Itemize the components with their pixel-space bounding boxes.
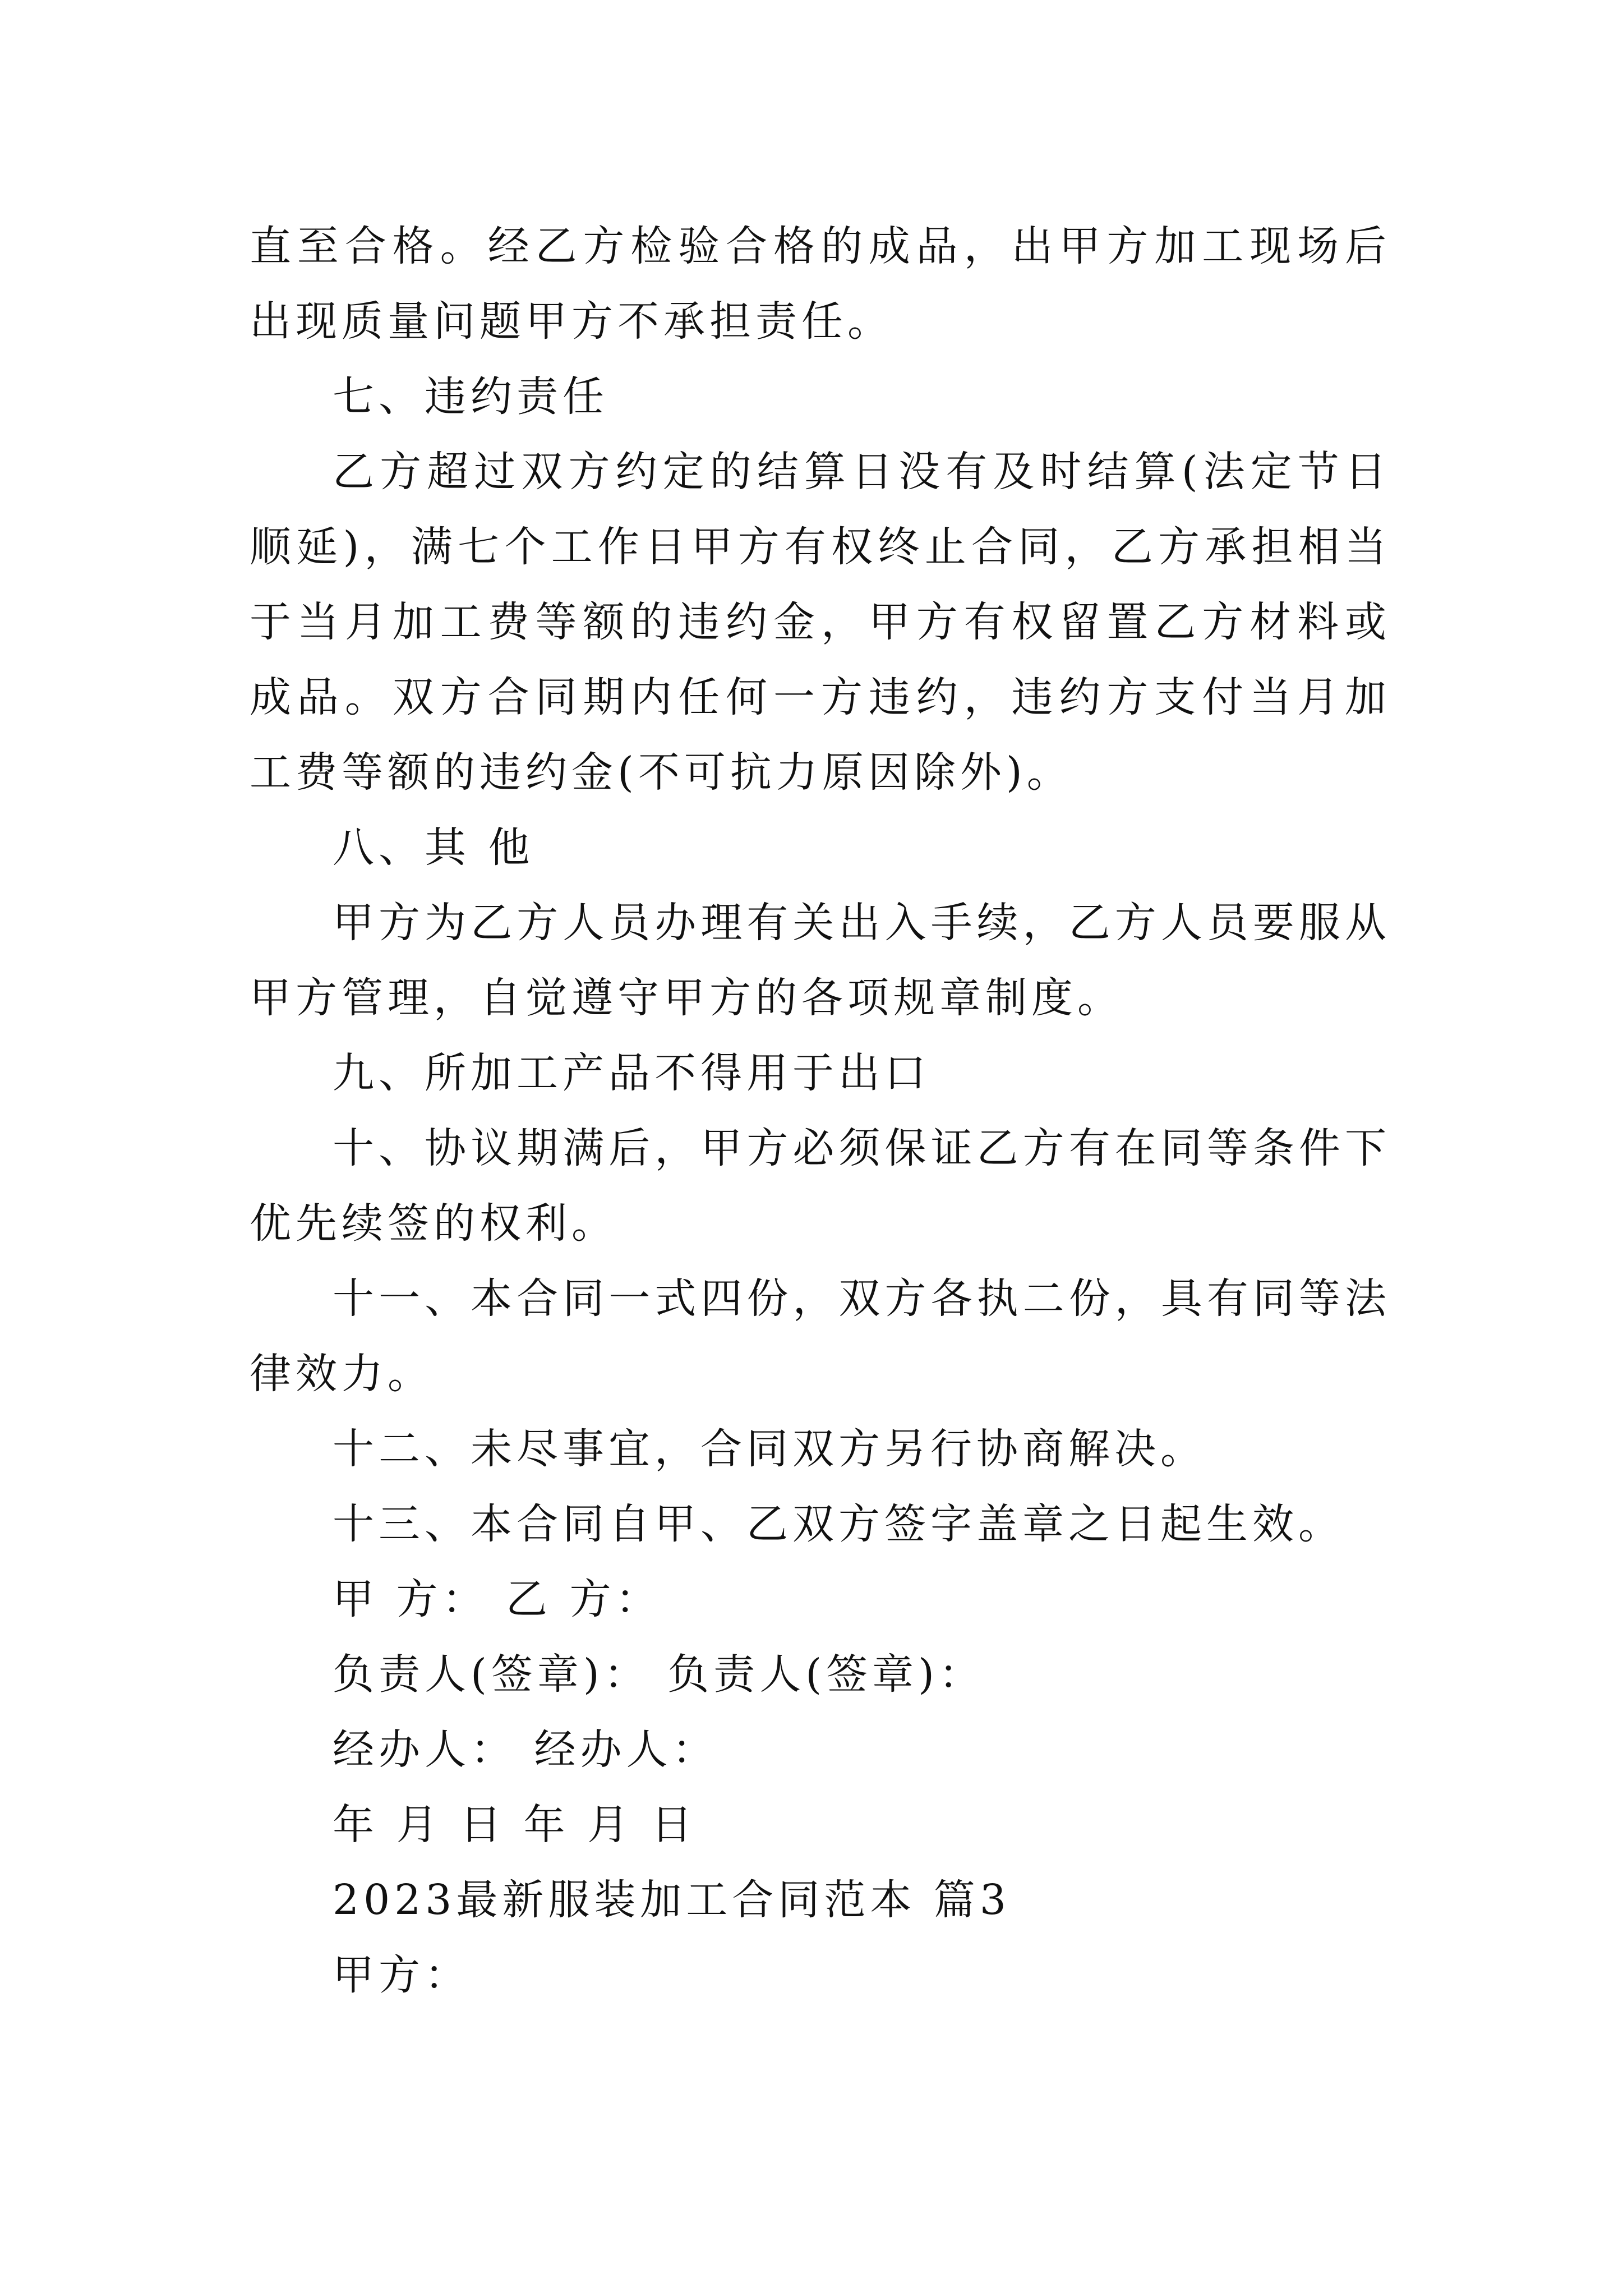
document-body xyxy=(250,209,1391,2013)
paragraph-renewal-priority: 十、协议期满后，甲方必须保证乙方有在同等条件下优先续签的权利。 xyxy=(250,1124,1391,1248)
paragraph-unresolved-matters: 十二、未尽事宜，合同双方另行协商解决。 xyxy=(333,1425,1206,1473)
next-contract-title: 2023最新服装加工合同范本 篇3 xyxy=(333,1876,1011,1924)
paragraph-effective-date: 十三、本合同自甲、乙双方签字盖章之日起生效。 xyxy=(333,1500,1344,1548)
paragraph-quality-clause-continuation: 直至合格。经乙方检验合格的成品，出甲方加工现场后出现质量问题甲方不承担责任。 xyxy=(250,222,1391,346)
paragraph-other-rules: 甲方为乙方人员办理有关出入手续，乙方人员要服从甲方管理，自觉遵守甲方的各项规章制度。 xyxy=(250,899,1391,1022)
signature-handler-line: 经办人： 经办人： xyxy=(333,1726,718,1774)
paragraph-copies: 十一、本合同一式四份，双方各执二份，具有同等法律效力。 xyxy=(250,1274,1391,1398)
signature-party-line: 甲 方： 乙 方： xyxy=(333,1575,662,1623)
signature-responsible-line: 负责人(签章)： 负责人(签章)： xyxy=(333,1650,985,1699)
section-heading-no-export: 九、所加工产品不得用于出口 xyxy=(333,1049,930,1097)
paragraph-breach-liability: 乙方超过双方约定的结算日没有及时结算(法定节日顺延)，满七个工作日甲方有权终止合同，乙方承担相当于当月加工费等额的违约金，甲方有权留置乙方材料或成品。双方合同期内任何一方违约，违约方支付当月加工费等额的违约金(不可抗力原因除外)。 xyxy=(250,448,1391,797)
section-heading-breach-liability: 七、违约责任 xyxy=(333,372,608,421)
signature-date-line: 年 月 日 年 月 日 xyxy=(333,1801,697,1849)
section-heading-other: 八、其 他 xyxy=(333,823,534,872)
next-contract-party-a: 甲方： xyxy=(333,1951,471,1999)
